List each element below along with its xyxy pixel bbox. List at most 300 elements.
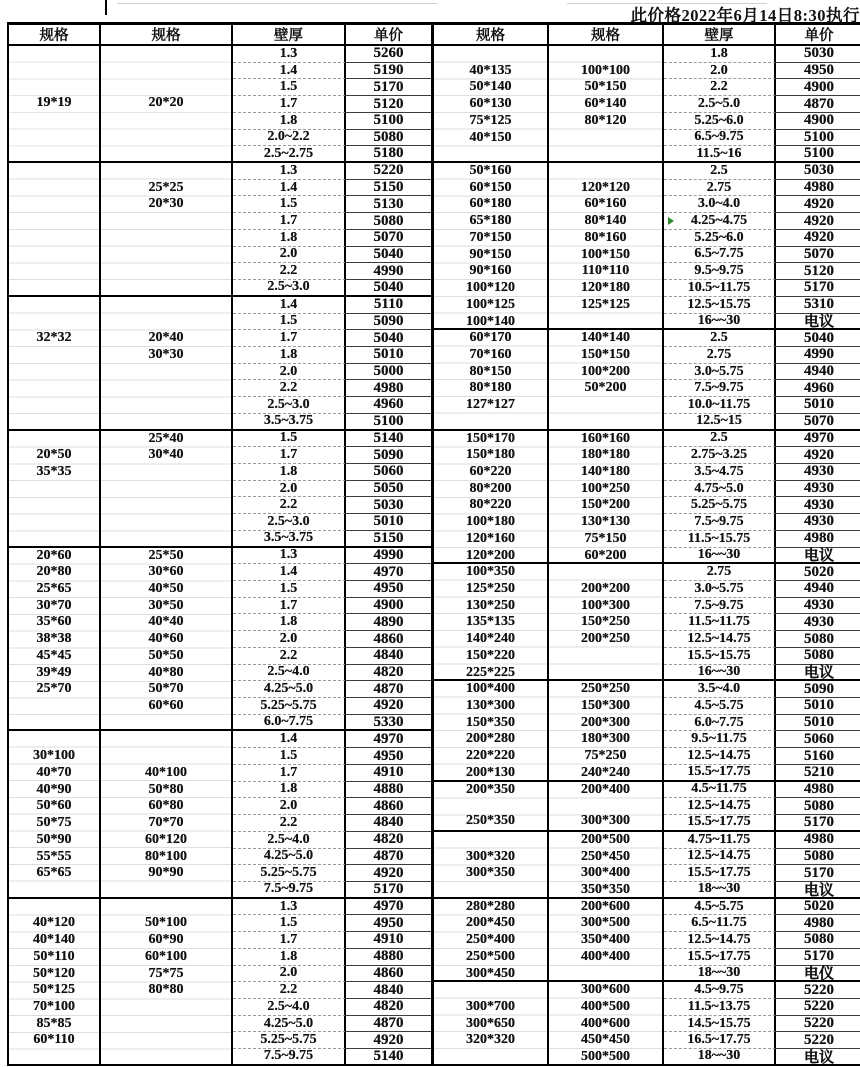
price-cell: 5170 [346, 79, 431, 96]
spec-value: 50*90 [9, 832, 99, 849]
price-cell: 5030 [776, 163, 860, 180]
thickness-cell: 15.5~17.75 [664, 865, 776, 882]
price-cell: 5090 [346, 314, 431, 331]
spec-value: 80*160 [549, 230, 662, 247]
thickness-cell: 18~~30 [664, 882, 776, 899]
thickness-cell: 5.25~5.75 [233, 1032, 346, 1049]
price-cell: 5030 [776, 46, 860, 63]
spec-value: 400*400 [549, 949, 662, 966]
thickness-cell: 1.3 [233, 163, 346, 180]
spec-value: 200*400 [549, 782, 662, 799]
thickness-cell: 3.5~4.75 [664, 464, 776, 481]
price-cell: 5060 [776, 731, 860, 748]
spec-value: 180*300 [549, 731, 662, 748]
price-cell: 5110 [346, 297, 431, 314]
spec-group-cell [549, 564, 664, 681]
spec-value [434, 982, 547, 999]
thickness-cell: 1.7 [233, 447, 346, 464]
spec-value: 500*500 [549, 1049, 662, 1066]
spec-value: 30*60 [101, 564, 231, 581]
price-cell: 4980 [776, 915, 860, 932]
thickness-cell: 6.5~9.75 [664, 130, 776, 147]
thickness-cell: 9.5~9.75 [664, 263, 776, 280]
spec-value: 40*120 [9, 915, 99, 932]
spec-value: 300*650 [434, 1016, 547, 1033]
spec-value: 110*110 [549, 263, 662, 280]
price-cell: 4920 [776, 230, 860, 247]
spec-value: 60*100 [101, 949, 231, 966]
spec-value: 100*350 [434, 564, 547, 581]
green-comment-marker-icon [668, 217, 674, 225]
spec-value: 75*125 [434, 113, 547, 130]
spec-value: 350*400 [549, 932, 662, 949]
thickness-cell: 18~~30 [664, 966, 776, 983]
spec-value: 60*140 [549, 96, 662, 113]
thickness-cell: 1.7 [233, 213, 346, 230]
thickness-cell: 12.5~14.75 [664, 798, 776, 815]
thickness-cell: 4.5~11.75 [664, 782, 776, 799]
spec-value: 40*80 [101, 665, 231, 682]
thickness-cell: 2.5~4.0 [233, 999, 346, 1016]
spec-group-cell [434, 46, 549, 163]
price-cell: 5040 [346, 330, 431, 347]
spec-value: 30*70 [9, 598, 99, 615]
spec-group-cell [434, 564, 549, 681]
thickness-cell: 2.2 [233, 982, 346, 999]
thickness-cell: 7.5~9.75 [664, 598, 776, 615]
spec-value: 200*130 [434, 765, 547, 782]
price-cell: 4910 [346, 765, 431, 782]
price-cell: 4860 [346, 798, 431, 815]
spec-value: 130*300 [434, 698, 547, 715]
left-price-table [7, 22, 434, 1066]
price-cell: 5220 [776, 1016, 860, 1033]
spec-value: 70*160 [434, 347, 547, 364]
price-cell: 5080 [776, 798, 860, 815]
thickness-cell: 1.4 [233, 297, 346, 314]
thickness-cell: 1.4 [233, 564, 346, 581]
price-cell: 5220 [346, 163, 431, 180]
price-cell: 5170 [776, 865, 860, 882]
spec-value: 140*180 [549, 464, 662, 481]
price-cell: 5080 [346, 130, 431, 147]
thickness-cell: 3.0~5.75 [664, 581, 776, 598]
thickness-cell: 1.7 [233, 598, 346, 615]
spec-value: 50*75 [9, 815, 99, 832]
spec-group-cell [549, 782, 664, 832]
price-cell: 5010 [346, 347, 431, 364]
spec-value: 100*100 [549, 63, 662, 80]
thickness-cell: 2.5~2.75 [233, 146, 346, 163]
spec-value: 150*350 [434, 715, 547, 732]
spec-value: 40*150 [434, 130, 547, 147]
spec-value: 40*90 [9, 782, 99, 799]
spec-value: 70*70 [101, 815, 231, 832]
price-cell: 4880 [346, 949, 431, 966]
spec-value: 125*125 [549, 297, 662, 314]
spec-value: 50*80 [101, 782, 231, 799]
thickness-cell: 2.75 [664, 180, 776, 197]
price-cell: 4970 [346, 564, 431, 581]
price-cell: 5120 [346, 96, 431, 113]
column-header-spec: 规格 [101, 25, 233, 46]
spec-group-cell [101, 431, 233, 548]
spec-value: 60*60 [101, 698, 231, 715]
spec-value: 70*150 [434, 230, 547, 247]
thickness-cell: 7.5~9.75 [664, 380, 776, 397]
price-cell: 5260 [346, 46, 431, 63]
spec-value: 60*170 [434, 330, 547, 347]
spec-value: 200*280 [434, 731, 547, 748]
spec-value: 320*320 [434, 1032, 547, 1049]
price-cell: 4990 [346, 263, 431, 280]
spec-value: 127*127 [434, 397, 547, 414]
price-cell: 5160 [776, 748, 860, 765]
price-cell: 5140 [346, 431, 431, 448]
spec-value: 25*50 [101, 548, 231, 565]
price-cell: 4980 [776, 531, 860, 548]
column-header-thickness: 壁厚 [233, 25, 346, 46]
thickness-cell: 2.75~3.25 [664, 447, 776, 464]
thickness-cell: 11.5~15.75 [664, 531, 776, 548]
thickness-cell: 12.5~14.75 [664, 849, 776, 866]
price-cell: 5020 [776, 899, 860, 916]
spec-value: 200*200 [549, 581, 662, 598]
thickness-cell: 7.5~9.75 [664, 514, 776, 531]
price-cell: 4820 [346, 832, 431, 849]
spec-value [549, 798, 662, 813]
thickness-cell: 2.2 [233, 648, 346, 665]
price-cell: 4870 [346, 681, 431, 698]
price-cell: 4820 [346, 999, 431, 1016]
spec-value: 100*140 [434, 314, 547, 331]
spec-group-cell [549, 330, 664, 430]
spec-value: 300*700 [434, 999, 547, 1016]
spec-group-cell [434, 431, 549, 565]
thickness-cell: 6.0~7.75 [664, 715, 776, 732]
price-cell: 5330 [346, 715, 431, 732]
spec-value: 200*500 [549, 832, 662, 849]
spec-value: 90*150 [434, 247, 547, 264]
thickness-cell: 2.0 [233, 966, 346, 983]
spec-value: 90*90 [101, 865, 231, 882]
price-effective-title: 此价格2022年6月14日8:30执行 [631, 2, 860, 26]
spec-value: 150*180 [434, 447, 547, 464]
price-cell: 4860 [346, 631, 431, 648]
price-cell: 5050 [346, 481, 431, 498]
thickness-cell: 2.5~3.0 [233, 397, 346, 414]
thickness-cell: 12.5~14.75 [664, 631, 776, 648]
thickness-cell: 2.75 [664, 347, 776, 364]
price-cell: 电仪 [776, 966, 860, 983]
spec-value: 50*120 [9, 966, 99, 983]
spec-value: 60*80 [101, 798, 231, 815]
spec-value: 80*140 [549, 213, 662, 230]
thickness-cell: 1.5 [233, 79, 346, 96]
spec-value: 250*250 [549, 681, 662, 698]
thickness-cell: 16.5~17.75 [664, 1032, 776, 1049]
spec-value: 250*350 [434, 813, 547, 830]
price-cell: 4920 [776, 196, 860, 213]
spec-group-cell [434, 681, 549, 781]
thickness-cell: 1.5 [233, 581, 346, 598]
spec-value: 55*55 [9, 849, 99, 866]
right-price-table [434, 22, 860, 1066]
thickness-cell: 4.25~4.75 [664, 213, 776, 230]
thickness-cell: 1.3 [233, 899, 346, 916]
spec-group-cell [549, 681, 664, 781]
faint-rule [117, 3, 437, 4]
price-cell: 5080 [776, 932, 860, 949]
price-cell: 4990 [776, 347, 860, 364]
thickness-cell: 2.0 [233, 631, 346, 648]
price-cell: 4920 [776, 213, 860, 230]
price-cell: 4970 [776, 431, 860, 448]
spec-value [434, 832, 547, 849]
price-cell: 4970 [346, 899, 431, 916]
thickness-cell: 2.5~4.0 [233, 665, 346, 682]
spec-value: 38*38 [9, 631, 99, 648]
thickness-cell: 1.4 [233, 180, 346, 197]
spec-group-cell [434, 982, 549, 1066]
thickness-cell: 12.5~15.75 [664, 297, 776, 314]
spec-value: 40*40 [101, 614, 231, 631]
spec-value: 140*140 [549, 330, 662, 347]
price-cell: 5090 [776, 681, 860, 698]
spec-value: 80*80 [101, 982, 231, 999]
price-cell: 4910 [346, 932, 431, 949]
spec-value: 300*400 [549, 865, 662, 882]
spec-group-cell [9, 163, 101, 297]
spec-value: 100*150 [549, 247, 662, 264]
thickness-cell: 2.5~5.0 [664, 96, 776, 113]
spec-value: 125*250 [434, 581, 547, 598]
thickness-cell: 2.5~3.0 [233, 280, 346, 297]
spec-value: 20*80 [9, 564, 99, 581]
spec-value: 60*90 [101, 932, 231, 949]
spec-value: 20*60 [9, 548, 99, 565]
thickness-cell: 5.25~5.75 [233, 865, 346, 882]
price-cell: 4900 [346, 598, 431, 615]
spec-value: 80*220 [434, 497, 547, 514]
spec-group-cell [9, 548, 101, 732]
spec-value: 25*40 [101, 431, 231, 448]
price-cell: 5070 [346, 230, 431, 247]
price-cell: 5220 [776, 999, 860, 1016]
spec-value: 300*600 [549, 982, 662, 999]
thickness-cell: 5.25~5.75 [664, 497, 776, 514]
price-cell: 4860 [346, 966, 431, 983]
price-cell: 4930 [776, 598, 860, 615]
spec-value: 60*180 [434, 196, 547, 213]
spec-value: 120*160 [434, 531, 547, 548]
spec-value: 30*30 [101, 347, 231, 364]
spec-value: 150*250 [549, 614, 662, 631]
thickness-cell: 2.0 [664, 63, 776, 80]
spec-group-cell [101, 731, 233, 898]
column-header-thickness: 壁厚 [664, 25, 776, 46]
spec-value: 280*280 [434, 899, 547, 916]
spec-group-cell [549, 899, 664, 983]
thickness-cell: 4.75~11.75 [664, 832, 776, 849]
thickness-cell: 3.5~3.75 [233, 414, 346, 431]
price-cell: 4970 [346, 731, 431, 748]
spec-group-cell [549, 832, 664, 899]
spec-value: 40*70 [9, 765, 99, 782]
spec-value: 50*50 [101, 648, 231, 665]
spec-value: 220*220 [434, 748, 547, 765]
price-cell: 电议 [776, 548, 860, 565]
price-cell: 5130 [346, 196, 431, 213]
spec-value: 60*150 [434, 180, 547, 197]
spec-group-cell [434, 163, 549, 330]
spec-value: 25*70 [9, 681, 99, 698]
spec-value [434, 798, 547, 813]
spec-value: 300*450 [434, 966, 547, 983]
price-cell: 5180 [346, 146, 431, 163]
column-header-price: 单价 [346, 25, 431, 46]
price-cell: 4900 [776, 79, 860, 96]
price-cell: 5040 [346, 280, 431, 297]
thickness-cell: 15.5~17.75 [664, 949, 776, 966]
price-cell: 4940 [776, 581, 860, 598]
spec-value: 60*200 [549, 548, 662, 565]
spec-value: 300*500 [549, 915, 662, 932]
thickness-cell: 2.2 [233, 380, 346, 397]
spec-value: 100*300 [549, 598, 662, 615]
spec-value: 100*400 [434, 681, 547, 698]
price-cell: 5190 [346, 63, 431, 80]
spec-value: 20*20 [101, 95, 231, 112]
spec-value: 225*225 [434, 665, 547, 682]
thickness-cell: 9.5~11.75 [664, 731, 776, 748]
price-cell: 5220 [776, 1032, 860, 1049]
spec-value: 25*25 [101, 180, 231, 197]
price-cell: 5010 [776, 698, 860, 715]
spec-value: 200*450 [434, 915, 547, 932]
thickness-cell: 1.7 [233, 932, 346, 949]
spec-value: 80*180 [434, 380, 547, 397]
price-cell: 4990 [346, 548, 431, 565]
price-cell: 5080 [776, 648, 860, 665]
spec-value: 80*100 [101, 849, 231, 866]
spec-value: 35*60 [9, 614, 99, 631]
thickness-cell: 12.5~14.75 [664, 748, 776, 765]
price-cell: 4840 [346, 648, 431, 665]
spec-value: 180*180 [549, 447, 662, 464]
thickness-cell: 2.2 [233, 263, 346, 280]
thickness-cell: 1.8 [233, 782, 346, 799]
spec-value: 32*32 [9, 330, 99, 347]
spec-value: 80*200 [434, 481, 547, 498]
spec-value: 140*240 [434, 631, 547, 648]
price-cell: 5020 [776, 564, 860, 581]
spec-group-cell [101, 163, 233, 297]
price-cell: 4950 [776, 63, 860, 80]
thickness-cell: 10.0~11.75 [664, 397, 776, 414]
price-cell: 电议 [776, 314, 860, 331]
price-cell: 5010 [346, 514, 431, 531]
spec-group-cell [101, 46, 233, 163]
spec-value: 50*60 [9, 798, 99, 815]
price-cell: 5150 [346, 531, 431, 548]
price-cell: 4980 [346, 380, 431, 397]
spec-value: 50*160 [434, 163, 547, 180]
price-cell: 4950 [346, 748, 431, 765]
spec-value: 100*180 [434, 514, 547, 531]
thickness-cell: 18~~30 [664, 1049, 776, 1066]
price-cell: 4930 [776, 464, 860, 481]
spec-value: 300*350 [434, 865, 547, 882]
thickness-cell: 12.5~14.75 [664, 932, 776, 949]
price-cell: 5170 [776, 949, 860, 966]
thickness-cell: 1.5 [233, 314, 346, 331]
spec-value: 60*120 [101, 832, 231, 849]
thickness-cell: 11.5~16 [664, 146, 776, 163]
price-cell: 5170 [346, 882, 431, 899]
column-header-spec: 规格 [434, 25, 549, 46]
thickness-cell: 1.8 [233, 230, 346, 247]
thickness-cell: 1.5 [233, 748, 346, 765]
spec-value: 150*170 [434, 431, 547, 448]
price-cell: 4870 [776, 96, 860, 113]
thickness-cell: 1.7 [233, 765, 346, 782]
thickness-cell: 11.5~11.75 [664, 614, 776, 631]
spec-value: 70*100 [9, 999, 99, 1016]
spec-group-cell [549, 163, 664, 330]
thickness-cell: 2.5~3.0 [233, 514, 346, 531]
price-cell: 5010 [776, 715, 860, 732]
spec-value: 50*200 [549, 380, 662, 397]
spec-value: 40*50 [101, 581, 231, 598]
thickness-cell: 11.5~13.75 [664, 999, 776, 1016]
thickness-cell: 4.5~9.75 [664, 982, 776, 999]
spec-value: 150*220 [434, 648, 547, 665]
spec-value: 45*45 [9, 648, 99, 665]
spec-value: 60*110 [9, 1032, 99, 1049]
thickness-cell: 2.0~2.2 [233, 130, 346, 147]
spec-group-cell [101, 548, 233, 732]
spec-group-cell [9, 431, 101, 548]
spec-value: 120*120 [549, 180, 662, 197]
price-cell: 4870 [346, 1016, 431, 1033]
spec-value: 60*130 [434, 96, 547, 113]
thickness-cell: 6.0~7.75 [233, 715, 346, 732]
spec-group-cell [434, 782, 549, 832]
thickness-cell: 16~~30 [664, 548, 776, 565]
thickness-cell: 2.5 [664, 163, 776, 180]
spec-value: 400*500 [549, 999, 662, 1016]
column-header-spec: 规格 [549, 25, 664, 46]
price-cell: 5220 [776, 982, 860, 999]
price-cell: 电议 [776, 665, 860, 682]
spec-group-cell [9, 297, 101, 431]
spec-value: 39*49 [9, 665, 99, 682]
spec-value: 60*220 [434, 464, 547, 481]
spec-value: 450*450 [549, 1032, 662, 1049]
thickness-cell: 1.8 [233, 464, 346, 481]
column-header-price: 单价 [776, 25, 860, 46]
price-cell: 4920 [346, 698, 431, 715]
thickness-cell: 1.8 [233, 347, 346, 364]
price-cell: 4960 [346, 397, 431, 414]
thickness-cell: 3.5~3.75 [233, 531, 346, 548]
spec-value: 135*135 [434, 614, 547, 631]
spec-group-cell [101, 899, 233, 1066]
price-cell: 5170 [776, 280, 860, 297]
thickness-cell: 5.25~5.75 [233, 698, 346, 715]
thickness-cell: 12.5~15 [664, 414, 776, 431]
